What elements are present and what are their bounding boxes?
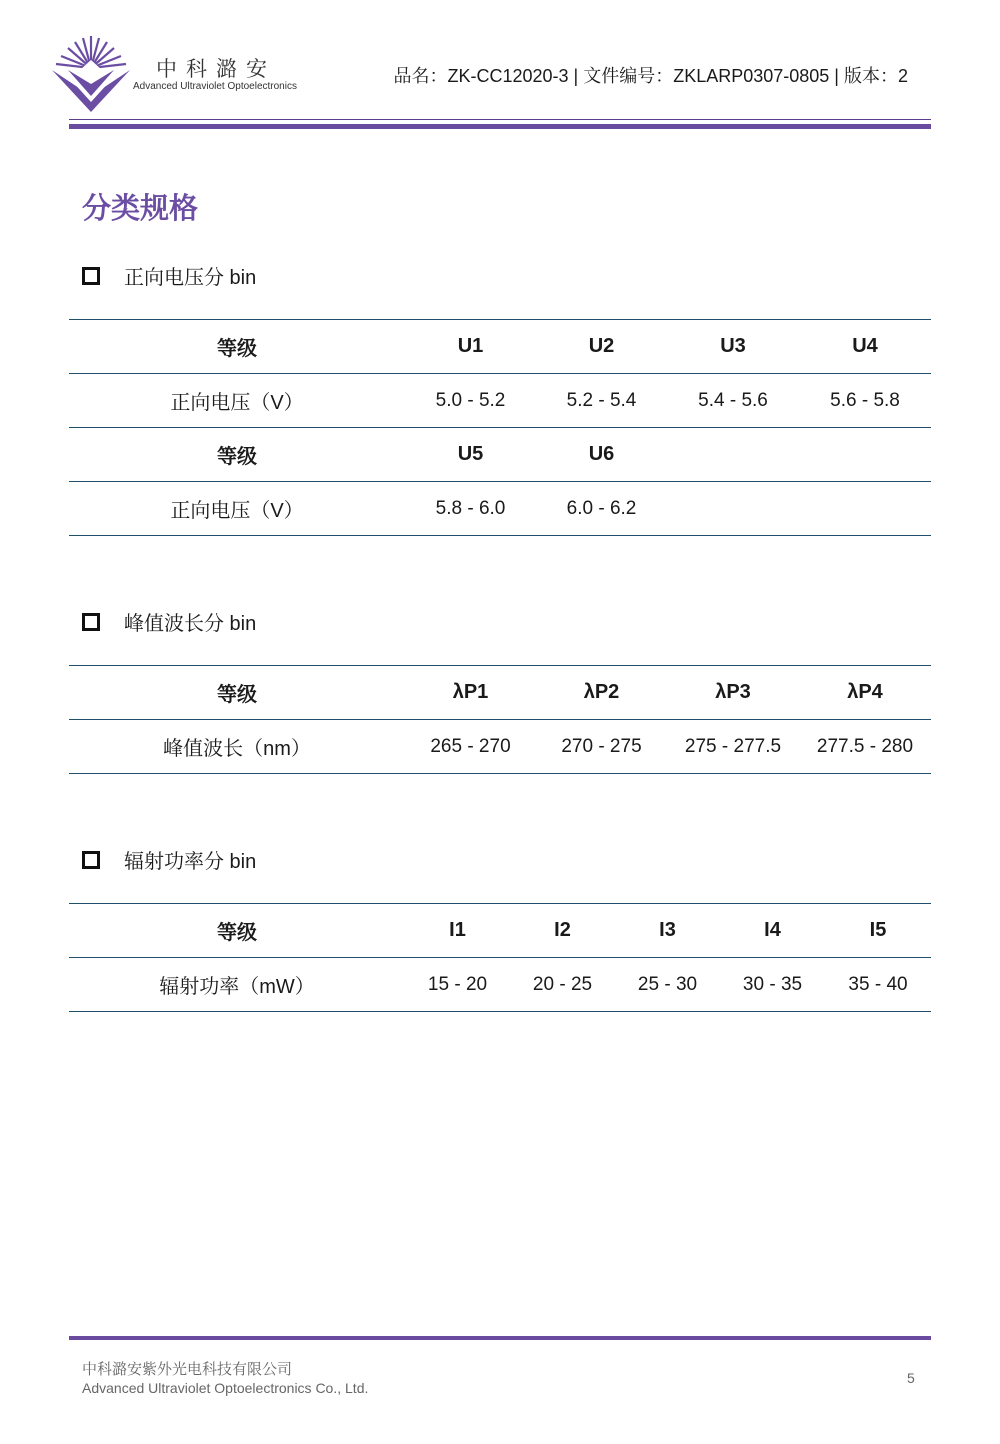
grade-cell: λP4 xyxy=(799,666,931,720)
grade-cell: I1 xyxy=(405,904,510,958)
table-row xyxy=(69,482,931,536)
value-cell: 5.4 - 5.6 xyxy=(667,374,799,428)
row-label: 正向电压（V） xyxy=(69,374,405,428)
power-bin-heading xyxy=(82,845,256,874)
value-cell: 265 - 270 xyxy=(405,720,536,774)
grade-cell xyxy=(667,428,799,482)
value-cell: 5.0 - 5.2 xyxy=(405,374,536,428)
logo-company-name-en: Advanced Ultraviolet Optoelectronics xyxy=(133,81,297,92)
grade-cell: I4 xyxy=(720,904,825,958)
logo-company-name-cn: 中科潞安 xyxy=(156,58,276,81)
value-cell: 6.0 - 6.2 xyxy=(536,482,667,536)
wavelength-bin-heading xyxy=(82,607,256,636)
value-cell: 20 - 25 xyxy=(510,958,615,1012)
value-cell xyxy=(799,482,931,536)
checkbox-bullet-icon xyxy=(82,267,100,285)
grade-cell: U1 xyxy=(405,320,536,374)
grade-cell xyxy=(799,428,931,482)
value-cell: 5.6 - 5.8 xyxy=(799,374,931,428)
voltage-bin-heading-text: 正向电压分 bin xyxy=(124,267,257,289)
grade-cell: U2 xyxy=(536,320,667,374)
value-cell: 30 - 35 xyxy=(720,958,825,1012)
value-cell: 15 - 20 xyxy=(405,958,510,1012)
value-cell: 25 - 30 xyxy=(615,958,720,1012)
grade-cell: U3 xyxy=(667,320,799,374)
value-cell: 35 - 40 xyxy=(825,958,931,1012)
power-bin-table xyxy=(69,903,931,1012)
grade-cell: λP2 xyxy=(536,666,667,720)
power-bin-heading-text: 辐射功率分 bin xyxy=(124,851,257,873)
grade-header: 等级 xyxy=(69,904,405,958)
footer-company-en: Advanced Ultraviolet Optoelectronics Co., Ltd. xyxy=(82,1380,369,1396)
voltage-bin-heading xyxy=(82,261,256,290)
grade-cell: I3 xyxy=(615,904,720,958)
grade-cell: λP1 xyxy=(405,666,536,720)
grade-cell: U5 xyxy=(405,428,536,482)
grade-header: 等级 xyxy=(69,320,405,374)
grade-cell: I5 xyxy=(825,904,931,958)
wavelength-bin-heading-text: 峰值波长分 bin xyxy=(124,613,257,635)
grade-header: 等级 xyxy=(69,666,405,720)
grade-cell: λP3 xyxy=(667,666,799,720)
row-label: 峰值波长（nm） xyxy=(69,720,405,774)
grade-cell: U6 xyxy=(536,428,667,482)
row-label: 辐射功率（mW） xyxy=(69,958,405,1012)
section-title: 分类规格 xyxy=(82,193,199,225)
value-cell xyxy=(667,482,799,536)
table-row xyxy=(69,428,931,482)
header-divider-thin xyxy=(69,119,931,120)
footer-divider xyxy=(69,1336,931,1340)
grade-cell: U4 xyxy=(799,320,931,374)
table-row xyxy=(69,958,931,1012)
footer-company-cn: 中科潞安紫外光电科技有限公司 xyxy=(82,1361,293,1378)
voltage-bin-table xyxy=(69,319,931,536)
table-row xyxy=(69,666,931,720)
row-label: 正向电压（V） xyxy=(69,482,405,536)
document-info: 品名：ZK-CC12020-3 | 文件编号：ZKLARP0307-0805 | 版本：2 xyxy=(393,66,908,86)
page-number: 5 xyxy=(907,1370,915,1386)
grade-cell: I2 xyxy=(510,904,615,958)
table-row xyxy=(69,904,931,958)
value-cell: 5.2 - 5.4 xyxy=(536,374,667,428)
grade-header: 等级 xyxy=(69,428,405,482)
header-divider-thick xyxy=(69,124,931,129)
company-logo xyxy=(50,34,132,116)
value-cell: 275 - 277.5 xyxy=(667,720,799,774)
table-row xyxy=(69,320,931,374)
value-cell: 5.8 - 6.0 xyxy=(405,482,536,536)
wavelength-bin-table xyxy=(69,665,931,774)
value-cell: 270 - 275 xyxy=(536,720,667,774)
table-row xyxy=(69,374,931,428)
value-cell: 277.5 - 280 xyxy=(799,720,931,774)
table-row xyxy=(69,720,931,774)
checkbox-bullet-icon xyxy=(82,613,100,631)
checkbox-bullet-icon xyxy=(82,851,100,869)
